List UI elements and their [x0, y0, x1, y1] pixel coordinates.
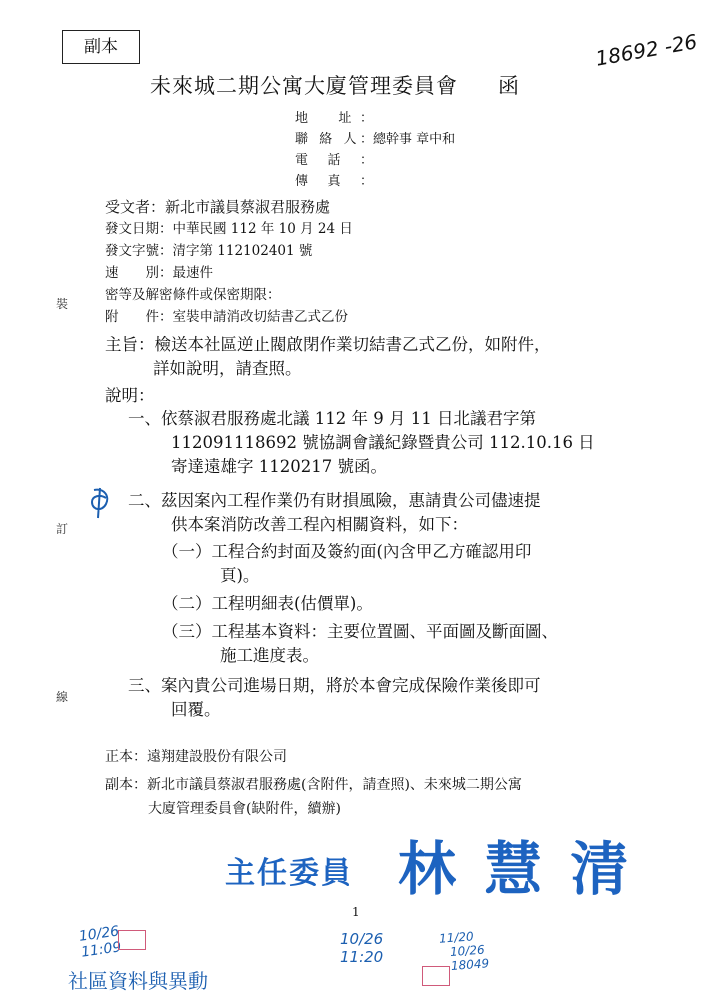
- binding-mark-ding: 訂: [56, 522, 69, 536]
- copy-label-box: 副本: [62, 30, 140, 64]
- handwritten-receipt-number: 18692 -26: [593, 29, 699, 71]
- header-number: 發文字號：清字第 112102401 號: [105, 243, 313, 259]
- header-date: 發文日期：中華民國 112 年 10 月 24 日: [105, 221, 353, 237]
- chairman-stamp-role: 主任委員: [225, 856, 353, 891]
- handwritten-mark: [86, 486, 116, 520]
- subitem-2: （二）工程明細表(估價單)。: [162, 594, 373, 613]
- header-recipient: 受文者：新北市議員蔡淑君服務處: [105, 198, 331, 216]
- handwritten-note-right: 11/20 10/26 18049: [438, 929, 490, 973]
- subject-line-1: 檢送本社區逆止閥啟閉作業切結書乙式乙份，如附件，: [154, 335, 551, 354]
- explain-label: 說明：: [105, 386, 155, 405]
- binding-mark-xian: 線: [56, 690, 69, 704]
- handwritten-note-middle: 10/26 11:20: [340, 930, 384, 966]
- letter-header: [105, 196, 353, 328]
- chairman-stamp-name: 林 慧 清: [398, 835, 633, 903]
- handwritten-date-left: 10/26 11:09: [77, 923, 123, 961]
- handwritten-note-left: 社區資料與異動: [68, 969, 208, 993]
- subject-label: 主旨：: [105, 335, 155, 354]
- organization-name: 未來城二期公寓大廈管理委員會: [150, 74, 458, 98]
- contact-address: 地 址：: [295, 111, 373, 126]
- header-attachment: 附 件：室裝申請消改切結書乙式乙份: [105, 309, 348, 325]
- subject-section: [105, 333, 551, 381]
- contact-phone: 電話：: [295, 153, 373, 168]
- explain-item-1: 一、依蔡淑君服務處北議 112 年 9 月 11 日北議君字第 112091118692 號協調會議紀錄暨貴公司 112.10.16 日 寄達遠雄字 1120217 號函。: [128, 409, 595, 476]
- contact-block: [295, 108, 455, 192]
- explain-item-2: 二、茲因案內工程作業仍有財損風險，惠請貴公司儘速提 供本案消防改善工程內相關資料，如下：: [128, 491, 541, 534]
- header-speed: 速 別：最速件: [105, 265, 213, 281]
- binding-mark-zhuang: 裝: [56, 297, 69, 311]
- contact-person: 聯 絡 人：總幹事 章中和: [295, 132, 456, 147]
- recipient-line: 正本：遠翔建設股份有限公司: [105, 749, 287, 765]
- subitem-1: （一）工程合約封面及簽約面(內含甲乙方確認用印 頁)。: [162, 542, 532, 585]
- header-secrecy: 密等及解密條件或保密期限：: [105, 287, 281, 303]
- page-number: 1: [352, 905, 360, 919]
- document-type: 函: [498, 74, 520, 98]
- explain-item-3: 三、案內貴公司進場日期，將於本會完成保險作業後即可 回覆。: [128, 676, 541, 719]
- received-stamp-right: [422, 966, 450, 986]
- subject-line-2: 詳如說明，請查照。: [153, 359, 302, 378]
- subitem-3: （三）工程基本資料：主要位置圖、平面圖及斷面圖、 施工進度表。: [162, 622, 558, 665]
- received-stamp-left: [118, 930, 146, 950]
- letter-title: [150, 70, 520, 100]
- contact-fax: 傳真：: [295, 174, 373, 189]
- cc-block: 副本：新北市議員蔡淑君服務處(含附件，請查照)、未來城二期公寓 大廈管理委員會(缺附件，續辦): [105, 777, 522, 817]
